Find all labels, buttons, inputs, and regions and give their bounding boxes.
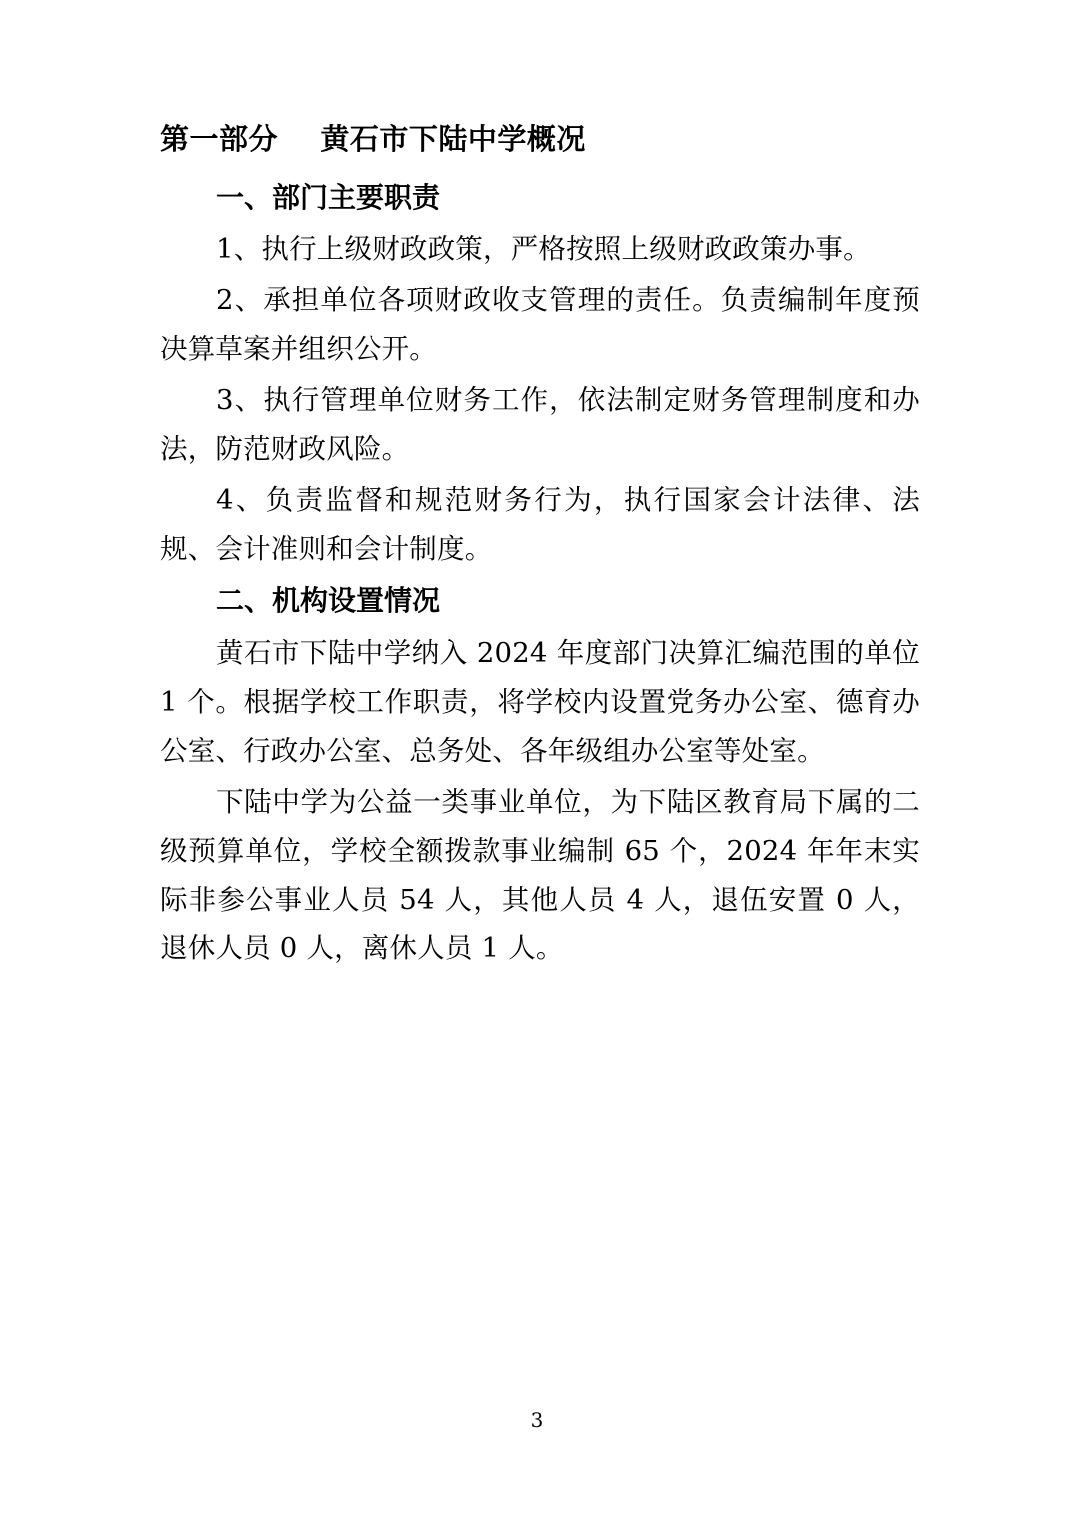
heading-organization-structure: 二、机构设置情况: [216, 584, 441, 618]
section-title: 第一部分 黄石市下陆中学概况: [160, 122, 586, 156]
duty-item-2: 2、承担单位各项财政收支管理的责任。负责编制年度预决算草案并组织公开。: [160, 283, 920, 365]
structure-paragraph-2: 下陆中学为公益一类事业单位，为下陆区教育局下属的二级预算单位，学校全额拨款事业编制 65 个，2024 年年末实际非参公事业人员 54 人，其他人员 4 人，退伍安置 0 人，退休人员 0 人，离休人员 1 人。: [160, 785, 920, 965]
duty-item-3: 3、执行管理单位财务工作，依法制定财务管理制度和办法，防范财政风险。: [160, 383, 920, 465]
duty-item-1: 1、执行上级财政政策，严格按照上级财政政策办事。: [216, 232, 871, 265]
heading-department-duties: 一、部门主要职责: [216, 180, 441, 214]
page-number: 3: [530, 1408, 544, 1432]
page-content: [160, 118, 920, 975]
structure-paragraph-1: 黄石市下陆中学纳入 2024 年度部门决算汇编范围的单位 1 个。根据学校工作职责，将学校内设置党务办公室、德育办公室、行政办公室、总务处、各年级组办公室等处室。: [160, 636, 920, 767]
duty-item-4: 4、负责监督和规范财务行为，执行国家会计法律、法规、会计准则和会计制度。: [160, 483, 920, 565]
